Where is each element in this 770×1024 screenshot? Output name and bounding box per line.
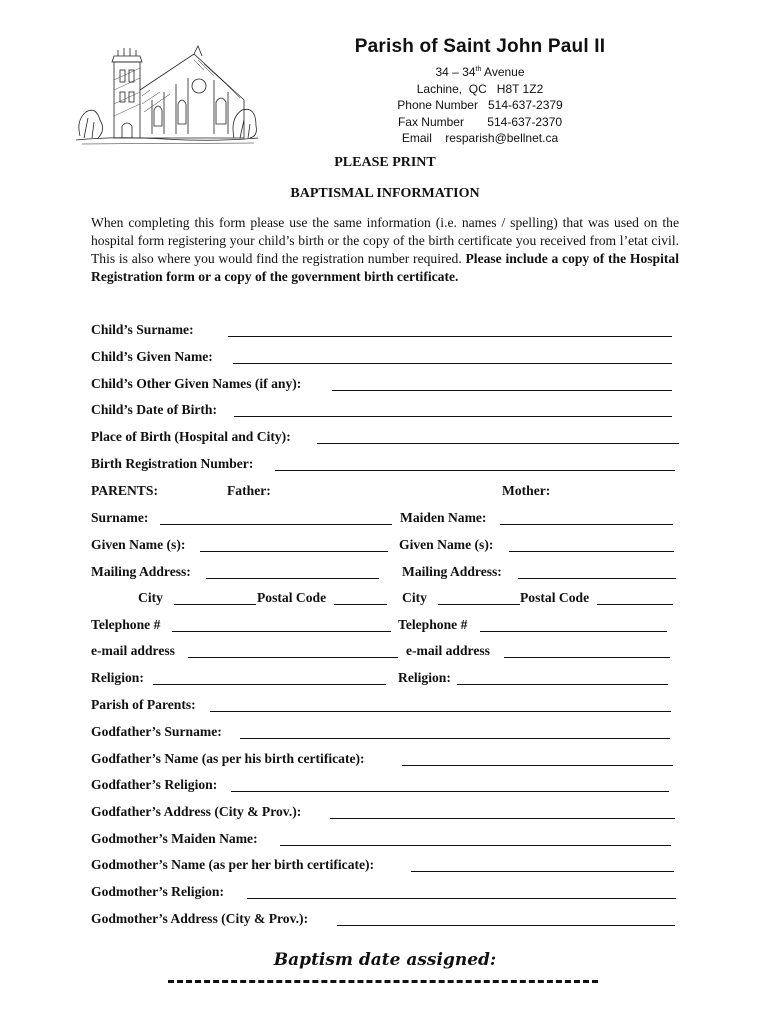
father-mailing-label: Mailing Address:: [91, 564, 191, 579]
child-surname-label: Child’s Surname:: [91, 322, 194, 337]
father-city-input[interactable]: [174, 604, 256, 605]
godmother-name-input[interactable]: [411, 871, 674, 872]
godmother-maiden-label: Godmother’s Maiden Name:: [91, 831, 258, 846]
parish-parents-label: Parish of Parents:: [91, 697, 196, 712]
father-postal-input[interactable]: [334, 604, 387, 605]
mother-postal-label: Postal Code: [520, 590, 590, 605]
mother-email-label: e-mail address: [406, 643, 490, 658]
godmother-religion-input[interactable]: [247, 898, 676, 899]
godmother-address-input[interactable]: [337, 925, 675, 926]
baptism-date-input[interactable]: [168, 980, 598, 983]
phone-number: Phone Number 514-637-2379: [397, 98, 563, 112]
section-title: BAPTISMAL INFORMATION: [290, 186, 480, 201]
father-surname-label: Surname:: [91, 510, 149, 525]
mother-religion-input[interactable]: [457, 684, 668, 685]
father-given-label: Given Name (s):: [91, 537, 186, 552]
child-given-input[interactable]: [233, 363, 672, 364]
father-mailing-input[interactable]: [206, 578, 379, 579]
mother-city-label: City: [402, 590, 427, 605]
birth-reg-label: Birth Registration Number:: [91, 456, 254, 471]
child-given-label: Child’s Given Name:: [91, 349, 213, 364]
father-phone-input[interactable]: [172, 631, 391, 632]
father-surname-input[interactable]: [160, 524, 392, 525]
father-email-input[interactable]: [188, 657, 398, 658]
father-postal-label: Postal Code: [257, 590, 327, 605]
baptism-date-label: Baptism date assigned:: [273, 950, 497, 970]
address-line-2: Lachine, QC H8T 1Z2: [416, 81, 544, 96]
godfather-surname-label: Godfather’s Surname:: [91, 724, 222, 739]
mother-email-input[interactable]: [504, 657, 670, 658]
parish-title: Parish of Saint John Paul II: [354, 36, 606, 57]
mother-maiden-input[interactable]: [500, 524, 673, 525]
parents-label: PARENTS:: [91, 483, 158, 498]
mother-mailing-input[interactable]: [518, 578, 676, 579]
email-address: Email resparish@bellnet.ca: [401, 131, 559, 145]
address-line-1: 34 – 34th Avenue: [435, 65, 525, 79]
mother-mailing-label: Mailing Address:: [402, 564, 502, 579]
father-religion-label: Religion:: [91, 670, 144, 685]
godfather-religion-label: Godfather’s Religion:: [91, 777, 218, 792]
father-given-input[interactable]: [200, 551, 388, 552]
godfather-address-label: Godfather’s Address (City & Prov.):: [91, 804, 302, 819]
father-email-label: e-mail address: [91, 643, 175, 658]
mother-postal-input[interactable]: [597, 604, 673, 605]
godfather-surname-input[interactable]: [240, 738, 670, 739]
intro-paragraph: When completing this form please use the same information (i.e. names / spelling) that was used on the hospital form registering your child’s birth or the copy of the birth certificate you received from l’etat civil. This is also where you would find the registration number required. Please include a copy of the Hospital Registration form or a copy of the government birth certificate.: [91, 215, 679, 284]
godmother-religion-label: Godmother’s Religion:: [91, 884, 225, 899]
fax-number: Fax Number 514-637-2370: [397, 114, 563, 129]
mother-phone-label: Telephone #: [398, 617, 468, 632]
mother-city-input[interactable]: [438, 604, 520, 605]
place-birth-input[interactable]: [317, 443, 679, 444]
church-illustration: [74, 40, 260, 146]
parish-header: [330, 36, 630, 147]
birth-reg-input[interactable]: [275, 470, 675, 471]
father-phone-label: Telephone #: [91, 617, 161, 632]
mother-given-input[interactable]: [509, 551, 674, 552]
godfather-religion-input[interactable]: [231, 791, 669, 792]
godfather-address-input[interactable]: [330, 818, 675, 819]
mother-label: Mother:: [502, 483, 551, 498]
place-birth-label: Place of Birth (Hospital and City):: [91, 429, 291, 444]
child-other-input[interactable]: [332, 390, 672, 391]
mother-given-label: Given Name (s):: [399, 537, 494, 552]
child-surname-input[interactable]: [228, 336, 672, 337]
godmother-maiden-input[interactable]: [280, 845, 671, 846]
child-dob-label: Child’s Date of Birth:: [91, 402, 217, 417]
father-label: Father:: [227, 483, 271, 498]
mother-maiden-label: Maiden Name:: [400, 510, 487, 525]
please-print-heading: PLEASE PRINT: [334, 155, 436, 170]
godmother-address-label: Godmother’s Address (City & Prov.):: [91, 911, 309, 926]
child-other-label: Child’s Other Given Names (if any):: [91, 376, 302, 391]
child-dob-input[interactable]: [234, 416, 672, 417]
mother-religion-label: Religion:: [398, 670, 451, 685]
father-city-label: City: [138, 590, 163, 605]
father-religion-input[interactable]: [153, 684, 386, 685]
parish-parents-input[interactable]: [210, 711, 671, 712]
godfather-name-label: Godfather’s Name (as per his birth certificate):: [91, 751, 365, 766]
godmother-name-label: Godmother’s Name (as per her birth certificate):: [91, 857, 375, 872]
mother-phone-input[interactable]: [480, 631, 667, 632]
godfather-name-input[interactable]: [402, 765, 673, 766]
